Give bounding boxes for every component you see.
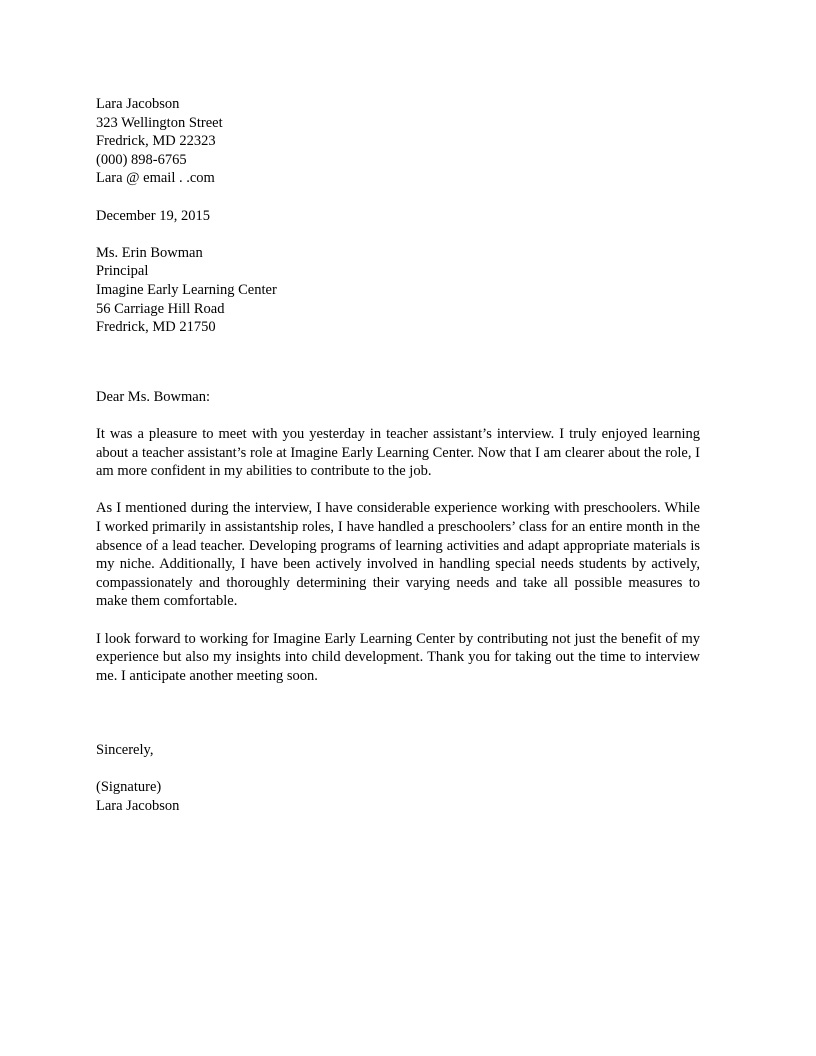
valediction: Sincerely, <box>96 742 154 759</box>
recipient-address-block <box>96 244 700 337</box>
letter-date: December 19, 2015 <box>96 207 210 224</box>
recipient-title: Principal <box>96 263 149 280</box>
recipient-name: Ms. Erin Bowman <box>96 244 203 261</box>
sender-email: Lara @ email . .com <box>96 170 215 187</box>
sender-phone: (000) 898-6765 <box>96 151 187 168</box>
sender-city-state-zip: Fredrick, MD 22323 <box>96 133 216 150</box>
signer-name: Lara Jacobson <box>96 797 180 814</box>
letter-page <box>96 95 700 816</box>
sender-street: 323 Wellington Street <box>96 114 223 131</box>
recipient-street: 56 Carriage Hill Road <box>96 300 225 317</box>
recipient-organization: Imagine Early Learning Center <box>96 281 277 298</box>
sender-address-block <box>96 95 700 188</box>
signature-placeholder: (Signature) <box>96 779 162 796</box>
body-paragraph-1: It was a pleasure to meet with you yesterday in teacher assistant’s interview. I truly enjoyed learning about a teacher assistant’s role at Imagine Early Learning Center. Now that I am clearer about the role, I am more confident in my abilities to contribute to the job. <box>96 426 700 480</box>
salutation: Dear Ms. Bowman: <box>96 388 210 405</box>
sender-name: Lara Jacobson <box>96 96 180 112</box>
recipient-city-state-zip: Fredrick, MD 21750 <box>96 319 216 336</box>
body-paragraph-2: As I mentioned during the interview, I have considerable experience working with preschoolers. While I worked primarily in assistantship roles, I have handled a preschoolers’ class for an entire month in the absence of a lead teacher. Developing programs of learning activities and adapt appropriate materials is my niche. Additionally, I have been actively involved in handling special needs students by actively, compassionately and thoroughly determining their varying needs and take all possible measures to make them comfortable. <box>96 500 700 610</box>
body-paragraph-3: I look forward to working for Imagine Early Learning Center by contributing not just the benefit of my experience but also my insights into child development. Thank you for taking out the time to interview me. I anticipate another meeting soon. <box>96 630 700 684</box>
